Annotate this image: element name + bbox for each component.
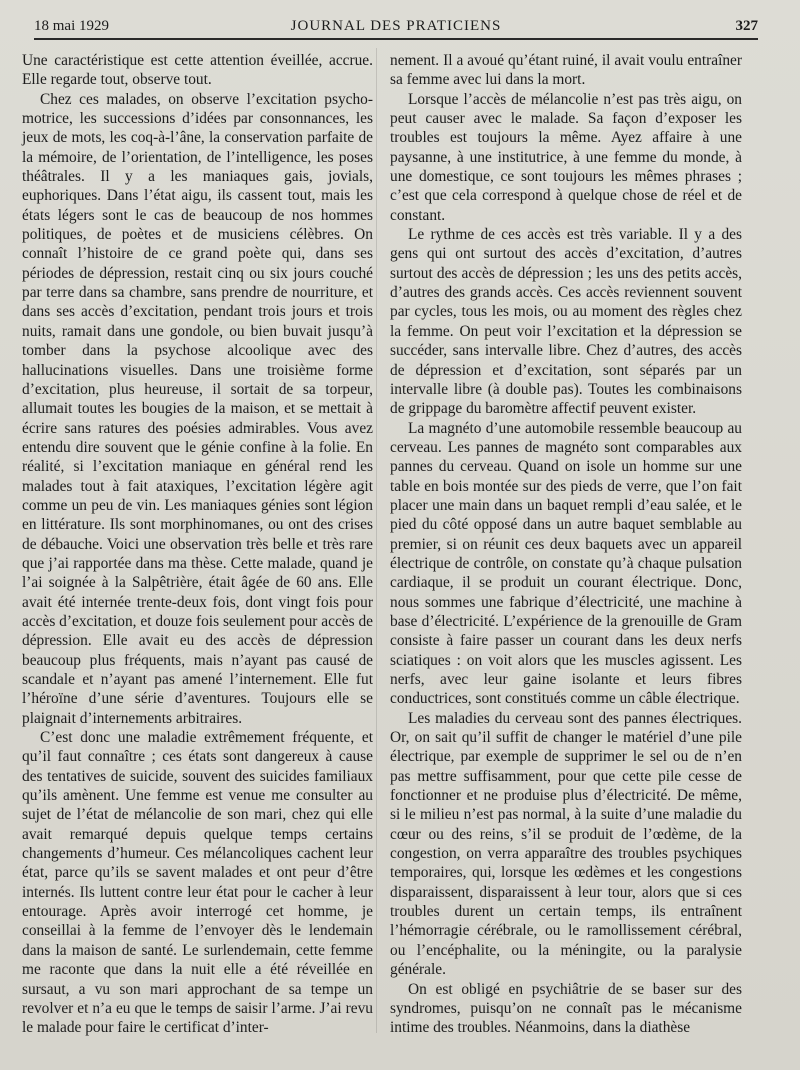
- paragraph: La magnéto d’une automobile ressemble beaucoup au cerveau. Les pannes de magnéto sont comparables aux pannes du cerveau. Quand on isole un homme sur une table en bois montée sur des pieds de verre, que l’on fait placer une main dans un baquet rempli d’eau salée, et le pied du côté opposé dans un autre baquet semblable au premier, si on réunit ces deux baquets avec un appareil électrique de contrôle, on constate qu’à chaque pulsation cardiaque, il se produit un courant électrique. Donc, nous sommes une fabrique d’électricité, une machine à base d’électricité. L’expérience de la grenouille de Gram consiste à faire passer un courant dans les deux nerfs sciatiques : on voit alors que les muscles agissent. Les nerfs, avec leur gaine isolante et leurs fibres conductrices, sont constitués comme un câble électrique.: [390, 419, 742, 708]
- paragraph: Une caractéristique est cette attention éveillée, accrue. Elle regarde tout, observe tout.: [22, 52, 373, 89]
- column-divider: [376, 48, 377, 1033]
- right-column: [390, 51, 742, 1038]
- left-column: [22, 51, 373, 1038]
- paragraph: C’est donc une maladie extrêmement fréquente, et qu’il faut connaître ; ces états sont dangereux à cause des tentatives de suicide, souvent des suicides familiaux qu’ils amènent. Une femme est venue me consulter au sujet de l’état de mélancolie de son mari, chez qui elle avait remarqué depuis quelque temps certains changements d’humeur. Ces mélancoliques cachent leur état, parce qu’ils se savent malades et ont peur d’être internés. Ils luttent contre leur état pour le cacher à leur entourage. Après avoir interrogé cet homme, je conseillai à la femme de l’envoyer dès le lendemain dans la maison de santé. Le surlendemain, cette femme me raconte que dans la nuit elle a été réveillée en sursaut, a vu son mari approchant de sa tempe un revolver et n’a eu que le temps de saisir l’arme. J’ai revu le malade pour faire le certificat d’inter-: [22, 729, 373, 1037]
- paragraph: Lorsque l’accès de mélancolie n’est pas très aigu, on peut causer avec le malade. Sa façon d’exposer les troubles est toujours la même. Ayez affaire à une paysanne, à une institutrice, à une femme du monde, à une domestique, ce sont toujours les mêmes phrases ; c’est que cela correspond à quelque chose de réel et de constant.: [390, 90, 742, 224]
- paragraph: Chez ces malades, on observe l’excitation psycho-motrice, les successions d’idées par consonnances, les jeux de mots, les coq-à-l’âne, la conservation parfaite de la mémoire, de l’orientation, de l’intelligence, les poses théâtrales. Il y a les maniaques gais, jovials, euphoriques. Dans l’état aigu, ils cassent tout, mais les états légers sont le cas de beaucoup de nos hommes politiques, de poètes et de musiciens célèbres. On connaît l’histoire de ce grand poète qui, dans ses périodes de dépression, restait cinq ou six jours couché par terre dans sa chambre, sans prendre de nourriture, et dans ses accès d’excitation, pendant trois jours et trois nuits, ramait dans une gondole, ou bien buvait jusqu’à tomber dans la psychose alcoolique avec des hallucinations visuelles. Dans une troisième forme d’excitation, plus heureuse, il sortait de sa torpeur, allumait toutes les bougies de la maison, et se mettait à écrire sans ratures des poésies admirables. Vous avez entendu dire souvent que le génie confine à la folie. En réalité, si l’excitation maniaque en général rend les malades tout à fait ataxiques, l’excitation légère agit comme un peu de vin. Les maniaques génies sont légion en littérature. Ils sont morphinomanes, ou ont des crises de débauche. Voici une observation très belle et très rare que j’ai rapportée dans ma thèse. Cette malade, quand je l’ai soignée à la Salpêtrière, était âgée de 60 ans. Elle avait été internée trente-deux fois, dont vingt fois pour accès d’excitation, et douze fois seulement pour accès de dépression. Elle avait eu des accès de dépression beaucoup plus fréquents, mais n’ayant pas causé de scandale et n’ayant pas amené l’internement. Elle fut l’héroïne d’une série d’aventures. Toujours elle se plaignait d’internements arbitraires.: [22, 90, 373, 727]
- paragraph: Les maladies du cerveau sont des pannes électriques. Or, on sait qu’il suffit de changer le matériel d’une pile électrique, par exemple de supprimer le sel ou de n’en pas mettre suffisamment, pour que cette pile cesse de fonctionner et ne produise plus d’électricité. De même, si le milieu n’est pas normal, à la suite d’une maladie du cœur ou des reins, s’il se produit de l’œdème, de la congestion, on verra apparaître des troubles psychiques temporaires, qui, lorsque les œdèmes et les congestions disparaissent, disparaissent à leur tour, alors que si ces troubles durent un certain temps, ils entraînent l’hémorragie cérébrale, ou le ramollissement cérébral, ou l’encéphalite, ou la méningite, ou la paralysie générale.: [390, 709, 742, 979]
- journal-title: JOURNAL DES PRATICIENS: [290, 18, 502, 34]
- header-date: 18 mai 1929: [34, 18, 109, 34]
- page-number: 327: [735, 18, 758, 34]
- paragraph: Le rythme de ces accès est très variable. Il y a des gens qui ont surtout des accès d’excitation, d’autres surtout des accès de dépression ; les uns des petits accès, d’autres des grands accès. Ces accès reviennent souvent par cycles, tous les mois, ou au moment des règles chez la femme. On peut voir l’excitation et la dépression se succéder, sans intervalle libre. Chez d’autres, des accès de dépression et d’excitation, sont séparés par un intervalle libre (à double pas). Toutes les combinaisons de grippage du baromètre affectif peuvent exister.: [390, 226, 742, 418]
- paragraph: nement. Il a avoué qu’étant ruiné, il avait voulu entraîner sa femme avec lui dans la mort.: [390, 52, 742, 89]
- page-header: [34, 16, 758, 40]
- paragraph: On est obligé en psychiâtrie de se baser sur des syndromes, puisqu’on ne connaît pas le mécanisme intime des troubles. Néanmoins, dans la diathèse: [390, 980, 742, 1037]
